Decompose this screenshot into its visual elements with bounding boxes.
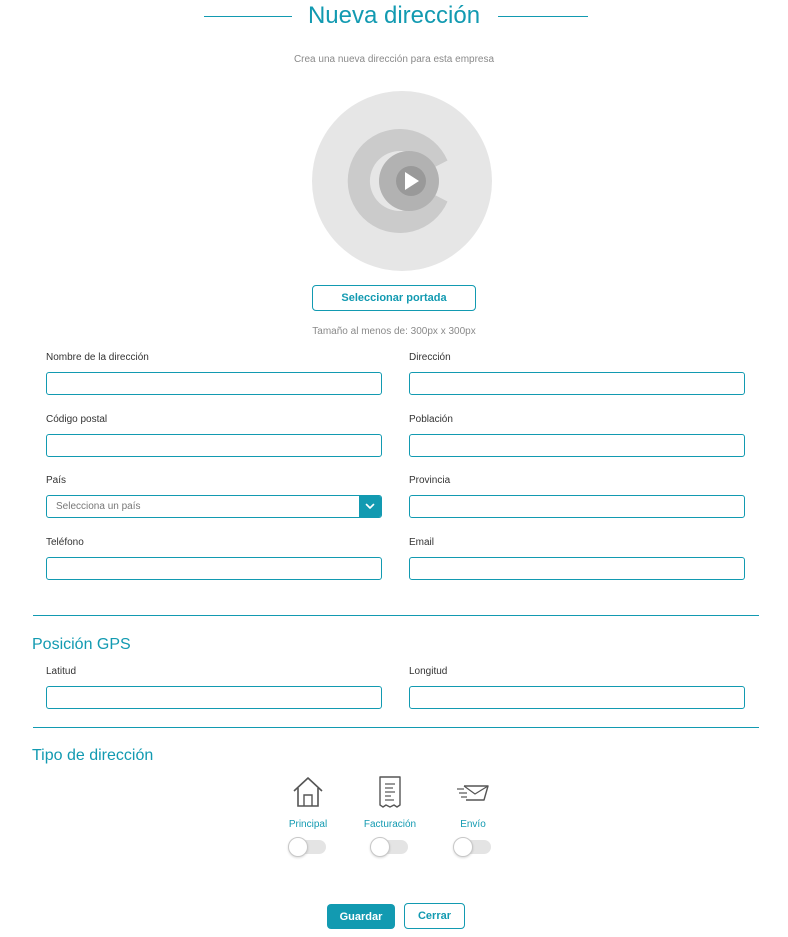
country-select-placeholder: Selecciona un país [56, 501, 141, 512]
address-input[interactable] [409, 372, 745, 395]
section-divider [33, 727, 759, 728]
phone-input[interactable] [46, 557, 382, 580]
placeholder-logo-icon [312, 91, 492, 271]
postal-code-input[interactable] [46, 434, 382, 457]
save-button[interactable]: Guardar [327, 904, 395, 929]
receipt-icon [377, 775, 403, 809]
type-label-principal: Principal [288, 819, 328, 830]
section-divider [33, 615, 759, 616]
close-button[interactable]: Cerrar [404, 903, 465, 929]
latitude-label: Latitud [46, 666, 77, 677]
page-subtitle: Crea una nueva dirección para esta empresa [293, 54, 495, 65]
page-title: Nueva dirección [307, 2, 481, 29]
longitude-label: Longitud [409, 666, 448, 677]
latitude-input[interactable] [46, 686, 382, 709]
address-name-input[interactable] [46, 372, 382, 395]
house-icon [291, 775, 325, 809]
toggle-shipping[interactable] [453, 837, 491, 855]
select-cover-button[interactable]: Seleccionar portada [312, 285, 476, 311]
email-label: Email [409, 537, 435, 548]
type-label-billing: Facturación [363, 819, 417, 830]
country-select[interactable] [46, 495, 382, 518]
gps-section-title: Posición GPS [32, 636, 131, 653]
address-label: Dirección [409, 352, 451, 363]
province-label: Provincia [409, 475, 451, 486]
chevron-down-icon[interactable] [359, 496, 381, 517]
longitude-input[interactable] [409, 686, 745, 709]
phone-label: Teléfono [46, 537, 84, 548]
email-input[interactable] [409, 557, 745, 580]
province-input[interactable] [409, 495, 745, 518]
town-label: Población [409, 414, 453, 425]
cover-size-hint: Tamaño al menos de: 300px x 300px [312, 326, 476, 337]
cover-image-placeholder [312, 91, 492, 271]
toggle-knob[interactable] [370, 837, 390, 857]
toggle-principal[interactable] [288, 837, 326, 855]
toggle-knob[interactable] [288, 837, 308, 857]
toggle-knob[interactable] [453, 837, 473, 857]
address-type-section-title: Tipo de dirección [32, 747, 154, 764]
address-name-label: Nombre de la dirección [46, 352, 149, 363]
shipping-icon [455, 781, 491, 805]
type-label-shipping: Envío [460, 819, 486, 830]
town-input[interactable] [409, 434, 745, 457]
postal-code-label: Código postal [46, 414, 108, 425]
country-label: País [46, 475, 67, 486]
toggle-billing[interactable] [370, 837, 408, 855]
